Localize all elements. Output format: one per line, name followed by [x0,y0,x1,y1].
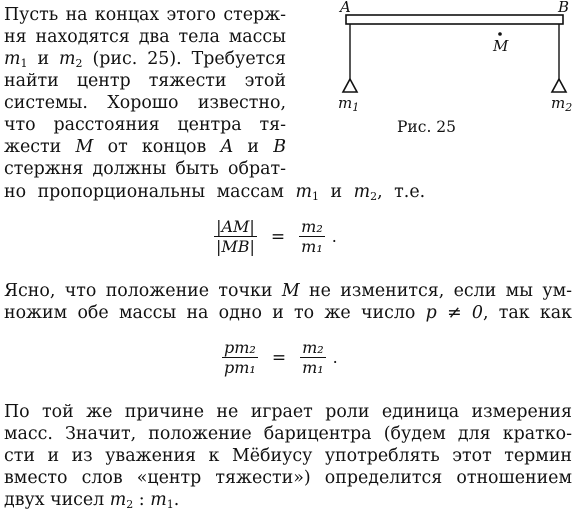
formula-period: . [331,227,337,246]
fraction-numerator: pm₂ [224,338,256,357]
para1-line7: жести M от концов A и B [4,137,287,157]
point-m-dot [498,32,502,36]
formula-ratio-am-mb [210,217,337,256]
para1-line1: Пусть на концах этого стерж- [4,5,286,25]
label-m1: $m_1$ [338,94,360,114]
para1-line6: что расстояния центра тя- [4,115,286,135]
para1-line5: системы. Хорошо известно, [4,93,286,113]
para3-line1: По той же причине не играет роли единица измерения [4,402,572,422]
formula-period: . [332,348,338,367]
label-m2: $m_2$ [551,94,573,114]
label-b: B [558,0,570,16]
fraction-pm2-pm1 [222,338,258,377]
para2-line1: Ясно, что положение точки M не изменится, если мы ум- [4,281,573,301]
para3-line5: двух чисел $m_2$ : $m_1$. [4,490,180,511]
equals-sign: = [270,226,286,247]
label-a: A [340,0,351,16]
para1-line3: $m_1$ и $m_2$ (рис. 25). Требуется [4,49,286,70]
para3-line2: масс. Значит, положение барицентра (будем для кратко- [4,424,572,444]
fraction-denominator: m₁ [302,358,324,377]
fraction-denominator: |MB| [216,237,255,256]
para2-line2: ножим обе массы на одно и то же число p ≠ 0, так как [4,303,572,323]
left-support-triangle [343,79,357,92]
para1-line2: ня находятся два тела массы [4,27,286,47]
right-support-triangle [552,79,566,92]
fraction-numerator: m₂ [301,217,323,236]
fraction-m2-m1 [299,217,325,256]
label-m: M [493,37,509,55]
rod-bar [346,15,563,24]
equals-sign: = [271,347,287,368]
fraction-denominator: m₁ [301,237,323,256]
fraction-numerator: m₂ [302,338,324,357]
formula-ratio-pm [218,338,338,377]
para1-line8: стержня должны быть обрат- [4,159,286,179]
rod-diagram [323,0,573,120]
para1-line4: найти центр тяжести этой [4,71,286,91]
figure-caption: Рис. 25 [397,118,457,136]
fraction-am-mb [214,217,257,256]
para3-line3: сти и из уважения к Мёбиусу употреблять этот термин [4,446,572,466]
para1-line9: но пропорциональны массам $m_1$ и $m_2$, т.е. [4,182,426,203]
para3-line4: вместо слов «центр тяжести») определится отношением [4,468,572,488]
fraction-m2-m1 [300,338,326,377]
fraction-denominator: pm₁ [224,358,256,377]
fraction-numerator: |AM| [216,217,255,236]
